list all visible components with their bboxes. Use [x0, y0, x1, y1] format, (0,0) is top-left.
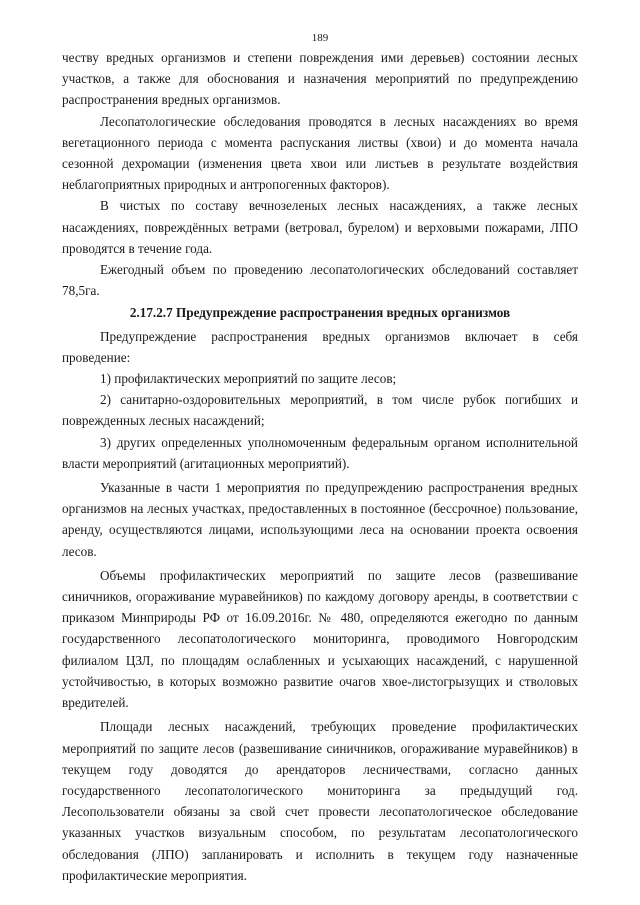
section-heading: 2.17.2.7 Предупреждение распространения вредных организмов	[129, 305, 511, 321]
paragraph-areas-communicated: Площади лесных насаждений, требующих проведение профилактических мероприятий по защите лесов (развешивание синичников, огораживание муравейников) в текущем году доводятся до арендаторов лесничествами, согласно данных государственного лесопатологического мониторинга за предыдущий год. Лесопользователи обязаны за свой счет провести лесопатологическое обследование указанных участков визуальным способом, по результатам лесопатологического обследования (ЛПО) запланировать и исполнить в текущем году назначенные профилактические мероприятия.	[62, 719, 578, 883]
paragraph-annual-volume: Ежегодный объем по проведению лесопатологических обследований составляет 78,5га.	[62, 262, 578, 299]
list-item-1: 1) профилактических мероприятий по защите лесов;	[100, 371, 397, 387]
list-item-3: 3) других определенных уполномоченным федеральным органом исполнительной власти мероприятий (агитационных мероприятий).	[62, 434, 578, 471]
paragraph-surveys-timing: Лесопатологические обследования проводятся в лесных насаждениях во время вегетационного периода с момента распускания листвы (хвои) и до момента начала сезонной дехромации (изменения цвета хвои или листьев в результате воздействия неблагоприятных природных и антропогенных факторов).	[62, 113, 578, 193]
paragraph-measures-executors: Указанные в части 1 мероприятия по предупреждению распространения вредных организмов на лесных участках, предоставленных в постоянное (бессрочное) пользование, аренду, осуществляются лицами, использующими леса на основании проекта освоения лесов.	[62, 480, 578, 559]
document-body	[62, 47, 578, 886]
page-number: 189	[311, 32, 329, 44]
paragraph-continuation: честву вредных организмов и степени повреждения ими деревьев) состоянии лесных участков, а также для обоснования и назначения мероприятий по предупреждению распространения вредных организмов.	[62, 50, 578, 108]
list-item-2: 2) санитарно-оздоровительных мероприятий, в том числе рубок погибших и поврежденных лесных насаждений;	[62, 392, 578, 429]
paragraph-evergreen-stands: В чистых по составу вечнозеленых лесных насаждениях, а также лесных насаждениях, повреждённых ветрами (ветровал, бурелом) и верховыми пожарами, ЛПО проводятся в течение года.	[62, 198, 578, 256]
paragraph-prevention-intro: Предупреждение распространения вредных организмов включает в себя проведение:	[62, 328, 578, 365]
paragraph-prophylactic-volumes: Объемы профилактических мероприятий по защите лесов (развешивание синичников, огораживание муравейников) по каждому договору аренды, в соответствии с приказом Минприроды РФ от 16.09.2016г. № 480, определяются ежегодно по данным государственного лесопатологического мониторинга, проводимого Новгородским филиалом ЦЗЛ, по площадям ослабленных и усыхающих насаждений, с нарушенной устойчивостью, в которых возможно развитие очагов хвое-листогрызущих и стволовых вредителей.	[62, 567, 578, 711]
